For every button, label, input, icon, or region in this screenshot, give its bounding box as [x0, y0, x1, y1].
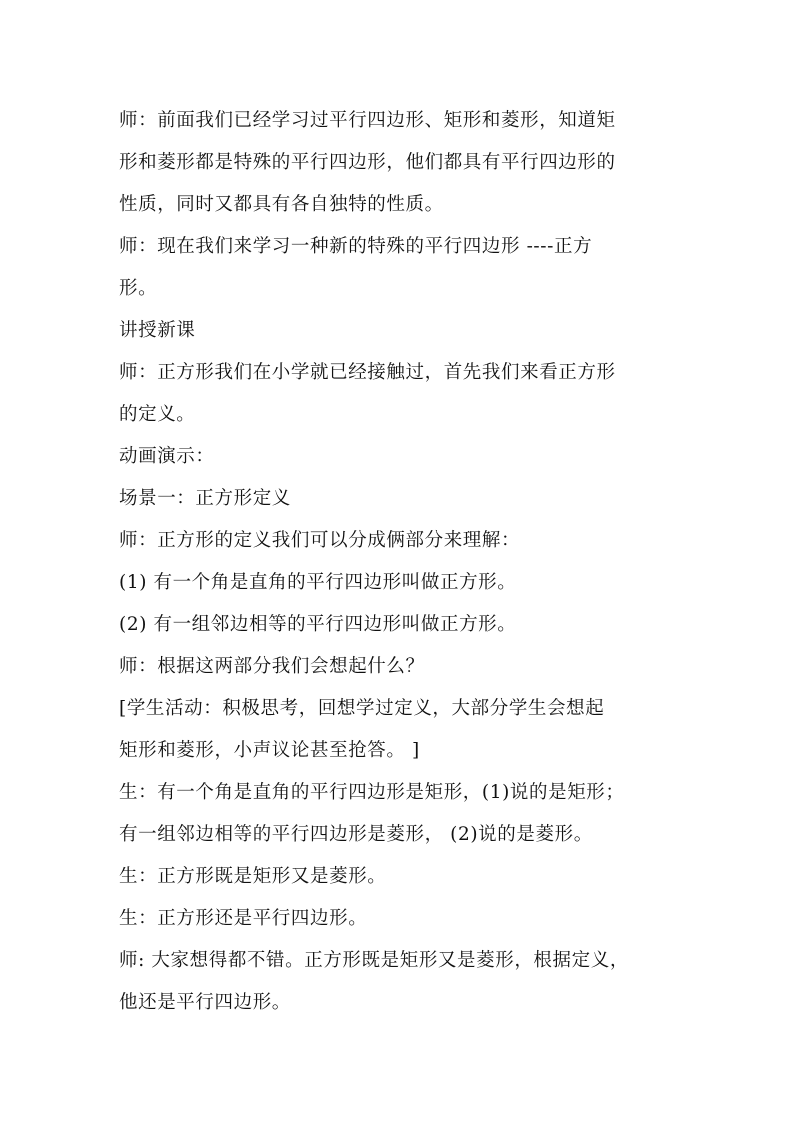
text-line: 有一组邻边相等的平行四边形是菱形， (2)说的是菱形。	[119, 824, 593, 845]
text-line: 动画演示：	[119, 446, 215, 467]
text-line: 他还是平行四边形。	[119, 992, 291, 1013]
text-line: 形和菱形都是特殊的平行四边形，他们都具有平行四边形的	[119, 152, 616, 173]
text-line: 生：有一个角是直角的平行四边形是矩形，(1)说的是矩形；	[119, 782, 625, 803]
text-line: 生：正方形既是矩形又是菱形。	[119, 866, 387, 887]
section-heading: 讲授新课	[119, 320, 196, 341]
text-line: 师：根据这两部分我们会想起什么？	[119, 656, 425, 677]
scene-heading: 场景一：正方形定义	[119, 488, 291, 509]
text-line: 矩形和菱形，小声议论甚至抢答。 ]	[119, 740, 420, 761]
list-item: (2) 有一组邻边相等的平行四边形叫做正方形。	[119, 614, 517, 635]
text-line: 师：正方形我们在小学就已经接触过，首先我们来看正方形	[119, 362, 616, 383]
document-body	[119, 100, 694, 1024]
text-line: [学生活动：积极思考，回想学过定义，大部分学生会想起	[119, 698, 605, 719]
text-line: 性质，同时又都具有各自独特的性质。	[119, 194, 444, 215]
text-line: 师: 大家想得都不错。正方形既是矩形又是菱形，根据定义，	[119, 950, 629, 971]
text-line: 师：现在我们来学习一种新的特殊的平行四边形 ----正方	[119, 236, 593, 257]
text-line: 生：正方形还是平行四边形。	[119, 908, 368, 929]
text-line: 的定义。	[119, 404, 196, 425]
text-line: 师：正方形的定义我们可以分成俩部分来理解：	[119, 530, 521, 551]
list-item: (1) 有一个角是直角的平行四边形叫做正方形。	[119, 572, 517, 593]
text-line: 师：前面我们已经学习过平行四边形、矩形和菱形，知道矩	[119, 110, 616, 131]
text-line: 形。	[119, 278, 158, 299]
